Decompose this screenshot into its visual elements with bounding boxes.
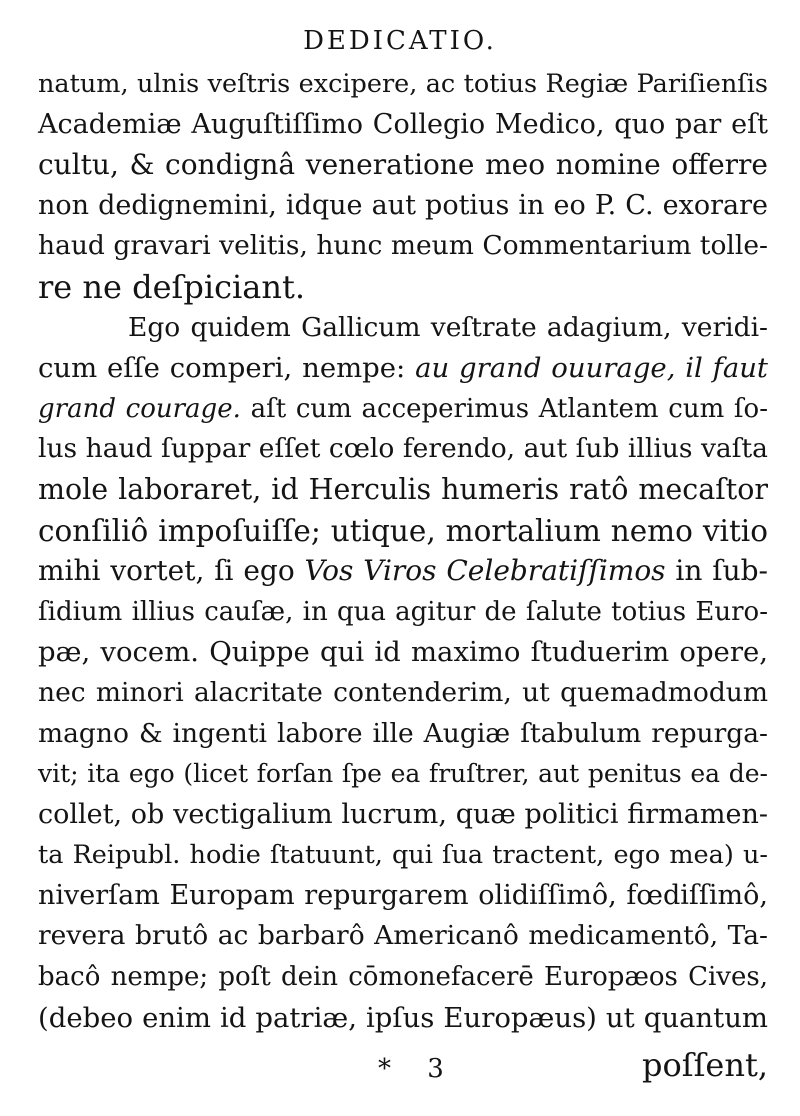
text-line xyxy=(38,64,768,105)
body-text xyxy=(38,64,768,1038)
text-segment: lus haud ſuppar eſſet cœlo ferendo, aut ſub illius vaſta xyxy=(38,433,768,465)
text-line xyxy=(38,511,768,552)
text-line xyxy=(38,145,768,186)
text-segment: (debeo enim id patriæ, ipſus Europæus) ut quantum xyxy=(38,1001,768,1034)
text-segment: pæ, vocem. Quippe qui id maximo ſtuduerim opere, xyxy=(38,636,768,669)
text-segment: niverſam Europam repurgarem olidiſſimô, fœdiſſimô, xyxy=(38,879,768,911)
text-segment: Academiæ Auguſtiſſimo Collegio Medico, quo par eſt xyxy=(38,108,768,140)
page-footer xyxy=(38,1046,768,1090)
text-segment: haud gravari velitis, hunc meum Commentarium tolle- xyxy=(38,230,768,262)
text-line xyxy=(38,470,768,511)
text-line xyxy=(38,754,768,795)
text-line xyxy=(38,592,768,633)
text-segment: revera brutô ac barbarô Americanô medicamentô, Ta- xyxy=(38,920,768,952)
text-line xyxy=(38,632,768,673)
text-segment: mole laboraret, id Herculis humeris ratô mecaſtor xyxy=(38,472,768,506)
text-line xyxy=(38,105,768,146)
text-segment: collet, ob vectigalium lucrum, quæ politici firmamen- xyxy=(38,798,768,830)
text-line xyxy=(38,998,768,1039)
text-line xyxy=(38,957,768,998)
text-segment: nec minori alacritate contenderim, ut quemadmodum xyxy=(38,676,768,708)
text-segment: Ego quidem Gallicum veſtrate adagium, veridi- xyxy=(128,311,768,343)
text-line xyxy=(38,795,768,836)
italic-text-segment: Vos Viros Celebratiſſimos xyxy=(304,554,666,588)
text-line xyxy=(38,916,768,957)
text-line xyxy=(38,389,768,430)
running-title: DEDICATIO. xyxy=(303,26,497,56)
text-segment: conſiliô impoſuiſſe; utique, mortalium nemo vitio xyxy=(38,513,768,548)
italic-text-segment: grand courage. xyxy=(38,393,241,424)
text-line xyxy=(38,308,768,349)
text-line xyxy=(38,876,768,917)
text-segment: ta Reipubl. hodie ſtatuunt, qui ſua tractent, ego mea) u- xyxy=(38,840,768,871)
text-segment: cultu, & condignâ veneratione meo nomine offerre xyxy=(38,148,768,182)
text-line xyxy=(38,835,768,876)
text-segment: magno & ingenti labore ille Augiæ ſtabulum repurga- xyxy=(38,717,768,749)
catchword: poſſent, xyxy=(641,1046,768,1084)
text-segment: cum eſſe comperi, nempe: xyxy=(38,352,416,385)
text-segment: re ne deſpiciant. xyxy=(38,267,305,306)
text-line xyxy=(38,348,768,389)
text-line xyxy=(38,673,768,714)
text-line xyxy=(38,186,768,227)
text-line xyxy=(38,551,768,592)
signature-mark: * 3 xyxy=(378,1054,458,1084)
text-segment: vit; ita ego (licet forſan ſpe ea fruſtrer, aut penitus ea de- xyxy=(38,759,768,789)
text-segment: non dedignemini, idque aut potius in eo P. C. exorare xyxy=(38,189,768,221)
text-line xyxy=(38,429,768,470)
text-segment: natum, ulnis veſtris excipere, ac totius Regiæ Pariſienſis xyxy=(38,69,768,99)
text-line xyxy=(38,267,768,308)
text-segment: ſidium illius cauſæ, in qua agitur de ſalute totius Euro- xyxy=(38,596,768,627)
text-segment: bacô nempe; poſt dein cōmonefacerē Europæos Cives, xyxy=(38,962,768,993)
text-line xyxy=(38,226,768,267)
text-segment: aſt cum acceperimus Atlantem cum ſo- xyxy=(240,393,768,424)
text-line xyxy=(38,714,768,755)
text-segment: in ſub- xyxy=(665,554,768,588)
text-segment: mihi vortet, ſi ego xyxy=(38,554,305,588)
italic-text-segment: au grand ouurage, il faut xyxy=(415,352,768,385)
